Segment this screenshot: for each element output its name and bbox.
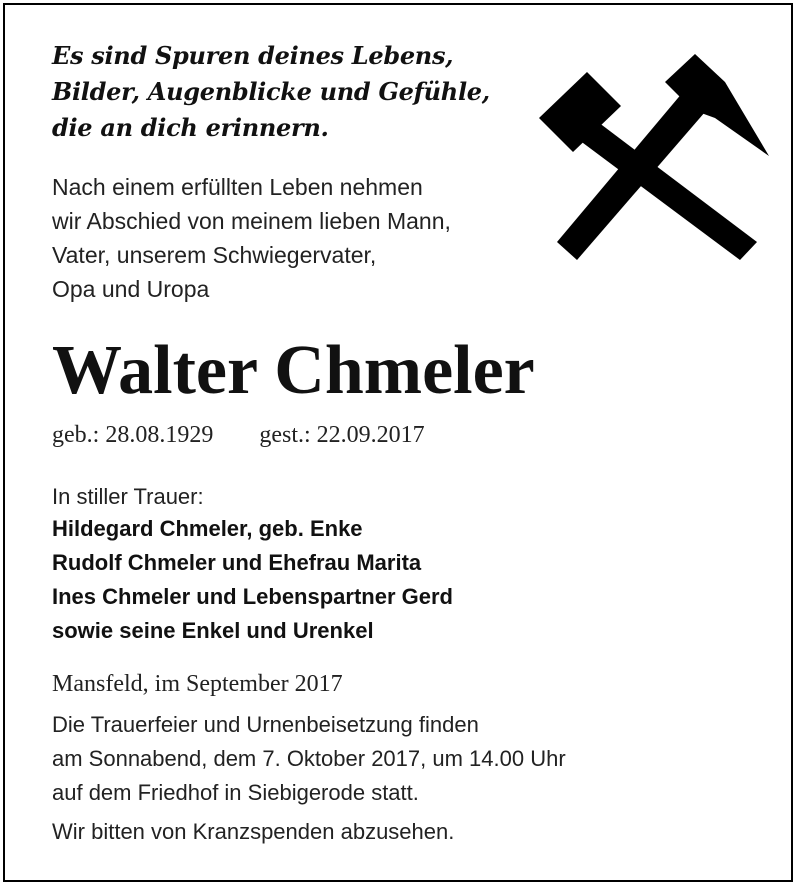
life-dates [52, 420, 425, 450]
wreath-note: Wir bitten von Kranzspenden abzusehen. [52, 819, 455, 844]
ceremony-info [52, 708, 566, 810]
mourner: Ines Chmeler und Lebenspartner Gerd [52, 584, 453, 609]
intro-line: Nach einem erfüllten Leben nehmen [52, 174, 423, 200]
mourning-label: In stiller Trauer: [52, 484, 204, 509]
verse-line: die an dich erinnern. [52, 113, 329, 142]
crossed-hammers-icon [535, 46, 775, 266]
verse-line: Bilder, Augenblicke und Gefühle, [52, 77, 490, 106]
death-date: gest.: 22.09.2017 [259, 422, 425, 448]
mourner: Hildegard Chmeler, geb. Enke [52, 516, 363, 541]
deceased-name: Walter Chmeler [52, 332, 535, 409]
ceremony-line: am Sonnabend, dem 7. Oktober 2017, um 14.00 Uhr [52, 746, 566, 771]
ceremony-line: auf dem Friedhof in Siebigerode statt. [52, 780, 419, 805]
verse-line: Es sind Spuren deines Lebens, [52, 41, 454, 70]
intro-line: Opa und Uropa [52, 276, 210, 302]
memorial-verse [52, 38, 490, 146]
place-date: Mansfeld, im September 2017 [52, 671, 343, 697]
ceremony-line: Die Trauerfeier und Urnenbeisetzung finden [52, 712, 479, 737]
mourners-list [52, 512, 453, 648]
intro-line: Vater, unserem Schwiegervater, [52, 242, 377, 268]
farewell-text [52, 170, 451, 306]
mourner: sowie seine Enkel und Urenkel [52, 618, 374, 643]
intro-line: wir Abschied von meinem lieben Mann, [52, 208, 451, 234]
mourner: Rudolf Chmeler und Ehefrau Marita [52, 550, 422, 575]
birth-date: geb.: 28.08.1929 [52, 422, 214, 448]
